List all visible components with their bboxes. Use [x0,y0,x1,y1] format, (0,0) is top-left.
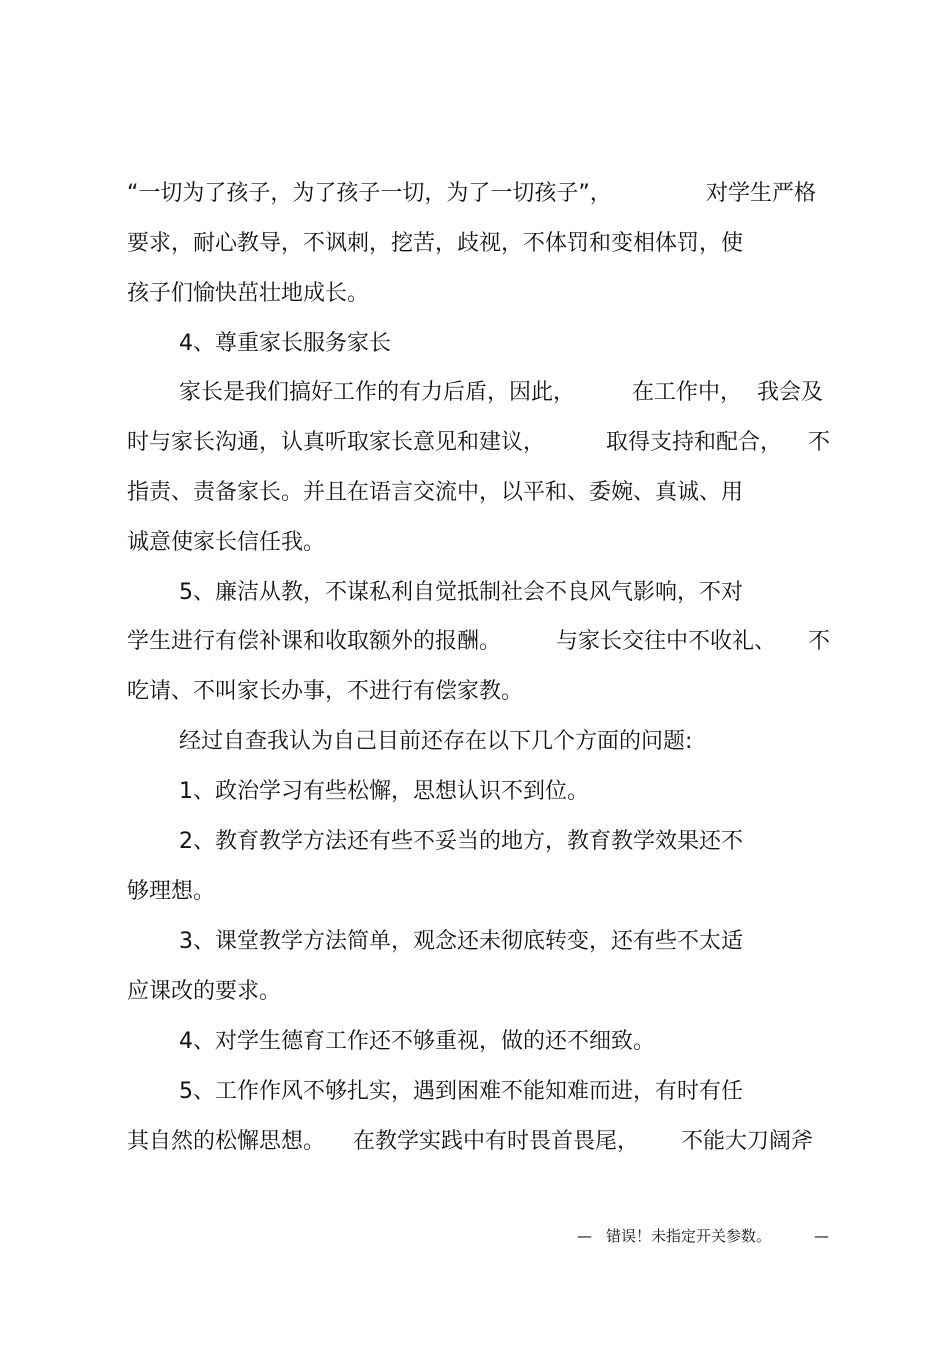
text-segment: 不 [808,430,831,455]
text-segment: 时与家长沟通，认真听取家长意见和建议， [127,430,546,455]
footer-text: 错误！未指定开关参数。 [606,1227,772,1245]
text-segment: 5、工作作风不够扎实，遇到困难不能知难而进，有时有任 [179,1079,743,1104]
text-segment: 在教学实践中有时畏首畏尾， [353,1129,640,1154]
page-footer [0,1224,950,1248]
footer-dash-right: — [814,1227,829,1245]
text-segment: 指责、责备家长。并且在语言交流中，以平和、委婉、真诚、用 [127,480,744,505]
text-line [0,1024,950,1060]
text-line [0,724,950,760]
text-segment: 2、教育教学方法还有些不妥当的地方，教育教学效果还不 [179,829,743,854]
section-heading [0,326,950,362]
footer-dash-left: — [577,1227,592,1245]
text-segment: 学生进行有偿补课和收取额外的报酬。 [127,629,502,654]
text-segment: 1、政治学习有些松懈，思想认识不到位。 [179,779,589,804]
text-line [0,226,950,262]
text-line [0,1074,950,1110]
text-line [0,974,950,1010]
text-line [0,575,950,611]
text-segment: 诚意使家长信任我。 [127,530,326,555]
text-segment: 与家长交往中不收礼、 [556,629,777,654]
text-segment: 要求，耐心教导，不讽刺，挖苦，歧视，不体罚和变相体罚，使 [127,231,744,256]
text-segment: 孩子们愉快茁壮地成长。 [127,281,370,306]
text-line [0,824,950,860]
text-segment: 其自然的松懈思想。 [127,1129,326,1154]
text-segment: 5、廉洁从教，不谋私利自觉抵制社会不良风气影响，不对 [179,580,743,605]
text-segment: 不能大刀阔斧 [681,1129,814,1154]
text-segment: 对学生严格 [706,181,817,206]
text-segment: 4、尊重家长服务家长 [179,331,391,356]
text-segment: 取得支持和配合， [606,430,783,455]
text-line [0,924,950,960]
text-segment: 经过自查我认为自己目前还存在以下几个方面的问题: [179,729,693,754]
text-line [0,176,950,212]
text-line [0,774,950,810]
text-segment: 在工作中， [632,380,743,405]
text-segment: 吃请、不叫家长办事，不进行有偿家教。 [127,679,524,704]
text-line [0,475,950,511]
text-line [0,425,950,461]
text-segment: “一切为了孩子，为了孩子一切，为了一切孩子”， [127,181,612,206]
text-line [0,276,950,312]
text-line [0,525,950,561]
text-segment: 家长是我们搞好工作的有力后盾，因此， [179,380,576,405]
text-segment: 3、课堂教学方法简单，观念还未彻底转变，还有些不太适 [179,929,743,954]
text-line [0,624,950,660]
text-segment: 不 [808,629,831,654]
text-line [0,874,950,910]
text-segment: 4、对学生德育工作还不够重视，做的还不细致。 [179,1029,655,1054]
text-line [0,1124,950,1160]
text-segment: 够理想。 [127,879,216,904]
text-segment: 我会及 [757,380,824,405]
text-line [0,674,950,710]
text-segment: 应课改的要求。 [127,979,282,1004]
text-line [0,375,950,411]
